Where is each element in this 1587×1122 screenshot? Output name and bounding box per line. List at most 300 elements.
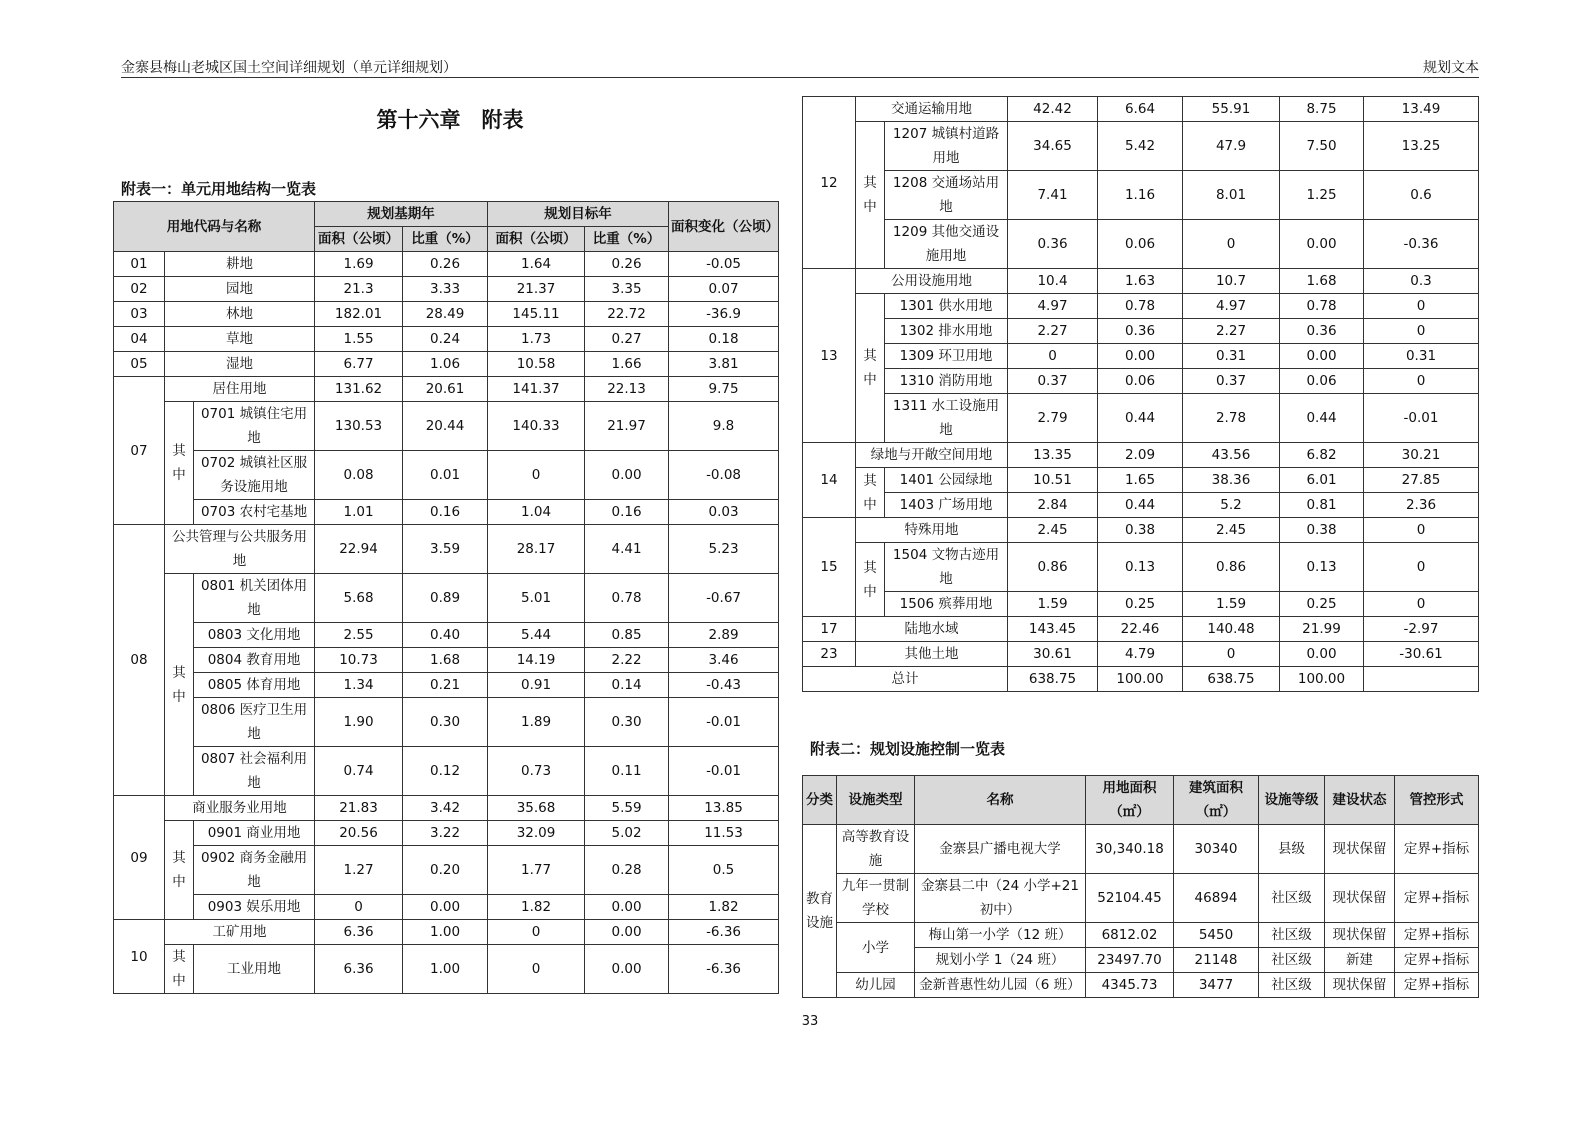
table-row [114,945,779,994]
cell: 47.9 [1183,122,1280,171]
table-row [803,825,1479,874]
land-name: 陆地水域 [856,617,1008,642]
table-row [114,698,779,747]
header-building-area: 建筑面积（㎡） [1174,776,1259,825]
cell: 5.02 [585,821,669,846]
land-name: 0804 教育用地 [194,648,315,673]
cell: 638.75 [1008,667,1098,692]
cell: 0.73 [488,747,585,796]
cell: 140.48 [1183,617,1280,642]
cell: 7.50 [1280,122,1364,171]
cell: 8.75 [1280,97,1364,122]
cell: 0.08 [315,451,403,500]
cell: 3.81 [669,352,779,377]
header-name: 名称 [915,776,1086,825]
cell: 11.53 [669,821,779,846]
cell: 1.63 [1098,269,1183,294]
cell: 46894 [1174,874,1259,923]
land-name: 1302 排水用地 [885,319,1008,344]
cell: 3.33 [403,277,488,302]
cell: 定界+指标 [1395,825,1479,874]
table-row [803,294,1479,319]
category-cell: 教育设施 [803,825,837,998]
cell: 1.00 [403,945,488,994]
table-row [114,500,779,525]
cell: 0.00 [1280,220,1364,269]
cell: 100.00 [1098,667,1183,692]
land-name: 0801 机关团体用地 [194,574,315,623]
total-label: 总计 [803,667,1008,692]
cell: 0.06 [1098,369,1183,394]
cell: 0 [1364,592,1479,617]
qizhong-label: 其中 [165,574,194,796]
cell: 0.00 [585,895,669,920]
table-row [803,468,1479,493]
table-row [114,673,779,698]
cell: 1.82 [669,895,779,920]
cell: 21.97 [585,402,669,451]
cell: 0.13 [1098,543,1183,592]
cell: 13.35 [1008,443,1098,468]
cell: 社区级 [1259,874,1325,923]
land-name: 公用设施用地 [856,269,1008,294]
cell: 县级 [1259,825,1325,874]
cell: 0.38 [1098,518,1183,543]
cell: 3.35 [585,277,669,302]
cell: -0.01 [669,698,779,747]
header-section-label: 规划文本 [1423,60,1479,76]
cell: 0.26 [585,252,669,277]
table-row [114,920,779,945]
cell: -30.61 [1364,642,1479,667]
cell: 0.00 [585,920,669,945]
cell: 0.30 [403,698,488,747]
cell: 141.37 [488,377,585,402]
cell: 社区级 [1259,923,1325,948]
cell: 1.69 [315,252,403,277]
cell: 0 [1183,642,1280,667]
cell: -0.36 [1364,220,1479,269]
cell: 1.00 [403,920,488,945]
table-row [114,352,779,377]
cell: -6.36 [669,945,779,994]
cell: 1.55 [315,327,403,352]
cell: 5.59 [585,796,669,821]
table-row [114,451,779,500]
cell: 3477 [1174,973,1259,998]
land-name: 绿地与开敞空间用地 [856,443,1008,468]
cell: 2.84 [1008,493,1098,518]
table-row [114,574,779,623]
cell [1364,667,1479,692]
table-row [114,277,779,302]
cell: 5.42 [1098,122,1183,171]
cell: 43.56 [1183,443,1280,468]
cell: 182.01 [315,302,403,327]
cell: 现状保留 [1325,923,1395,948]
cell: -0.08 [669,451,779,500]
cell: 0.36 [1098,319,1183,344]
land-name: 耕地 [165,252,315,277]
cell: 0 [488,451,585,500]
cell: 130.53 [315,402,403,451]
cell: 4.97 [1183,294,1280,319]
cell: 52104.45 [1086,874,1174,923]
cell: 2.89 [669,623,779,648]
cell: 5.2 [1183,493,1280,518]
cell: 1.66 [585,352,669,377]
cell: 10.7 [1183,269,1280,294]
table-row [114,895,779,920]
code: 05 [114,352,165,377]
table-row [803,874,1479,923]
land-name: 工业用地 [194,945,315,994]
facility-control-table [802,775,1479,998]
cell: 20.61 [403,377,488,402]
cell: 2.78 [1183,394,1280,443]
cell: 1.06 [403,352,488,377]
cell: 21.37 [488,277,585,302]
land-name: 0807 社会福利用地 [194,747,315,796]
cell: 2.36 [1364,493,1479,518]
header-construction-status: 建设状态 [1325,776,1395,825]
facility-type: 幼儿园 [837,973,915,998]
cell: 2.09 [1098,443,1183,468]
header-facility-type: 设施类型 [837,776,915,825]
cell: 4.79 [1098,642,1183,667]
cell: 21148 [1174,948,1259,973]
cell: 2.22 [585,648,669,673]
cell: 30340 [1174,825,1259,874]
cell: 0.00 [1098,344,1183,369]
table-row [803,171,1479,220]
cell: 22.46 [1098,617,1183,642]
cell: 1.90 [315,698,403,747]
cell: 0.16 [403,500,488,525]
land-name: 1504 文物古迹用地 [885,543,1008,592]
cell: 5450 [1174,923,1259,948]
cell: 0 [488,945,585,994]
cell: 0.28 [585,846,669,895]
cell: 3.42 [403,796,488,821]
cell: 0 [1364,294,1479,319]
cell: 0 [488,920,585,945]
table-row [114,327,779,352]
cell: 0.13 [1280,543,1364,592]
cell: -36.9 [669,302,779,327]
cell: 3.46 [669,648,779,673]
land-name: 0805 体育用地 [194,673,315,698]
table-row [803,642,1479,667]
header-area-change: 面积变化（公顷） [669,202,779,252]
cell: 22.94 [315,525,403,574]
cell: 0.81 [1280,493,1364,518]
qizhong-label: 其中 [856,122,885,269]
table-row [803,394,1479,443]
cell: 0.36 [1280,319,1364,344]
cell: 0.00 [1280,344,1364,369]
cell: 0.21 [403,673,488,698]
table-row [803,617,1479,642]
table-row [803,344,1479,369]
cell: 定界+指标 [1395,874,1479,923]
cell: 2.45 [1183,518,1280,543]
cell: 0.78 [1280,294,1364,319]
total-row [803,667,1479,692]
cell: 0.25 [1280,592,1364,617]
cell: 0.06 [1098,220,1183,269]
cell: 20.44 [403,402,488,451]
cell: 0.24 [403,327,488,352]
cell: 现状保留 [1325,874,1395,923]
land-name: 1207 城镇村道路用地 [885,122,1008,171]
cell: 20.56 [315,821,403,846]
land-name: 特殊用地 [856,518,1008,543]
cell: 0.38 [1280,518,1364,543]
header-category: 分类 [803,776,837,825]
facility-name: 金寨县广播电视大学 [915,825,1086,874]
cell: 21.3 [315,277,403,302]
cell: 6.77 [315,352,403,377]
cell: 4.97 [1008,294,1098,319]
table-row [114,821,779,846]
qizhong-label: 其中 [856,294,885,443]
cell: 0.07 [669,277,779,302]
cell: 2.27 [1008,319,1098,344]
table1-caption: 附表一：单元用地结构一览表 [121,180,317,198]
land-name: 1506 殡葬用地 [885,592,1008,617]
cell: 1.34 [315,673,403,698]
cell: 0.3 [1364,269,1479,294]
header-divider [121,77,1479,78]
cell: 0 [1183,220,1280,269]
cell: 3.59 [403,525,488,574]
cell: 0.85 [585,623,669,648]
cell: 0.00 [1280,642,1364,667]
cell: 1.25 [1280,171,1364,220]
land-name: 湿地 [165,352,315,377]
cell: 8.01 [1183,171,1280,220]
cell: 5.68 [315,574,403,623]
cell: 0.5 [669,846,779,895]
table-row [803,369,1479,394]
code: 08 [114,525,165,796]
cell: 6.64 [1098,97,1183,122]
cell: 6812.02 [1086,923,1174,948]
header-land-area: 用地面积（㎡） [1086,776,1174,825]
header-target-year: 规划目标年 [488,202,669,227]
cell: 0.89 [403,574,488,623]
cell: 4345.73 [1086,973,1174,998]
facility-name: 金新普惠性幼儿园（6 班） [915,973,1086,998]
cell: 14.19 [488,648,585,673]
chapter-title: 第十六章 附表 [376,108,524,132]
header-ratio: 比重（%） [585,227,669,252]
cell: 1.27 [315,846,403,895]
cell: 0 [1364,369,1479,394]
qizhong-label: 其中 [856,543,885,617]
cell: -0.67 [669,574,779,623]
cell: 30.21 [1364,443,1479,468]
cell: 7.41 [1008,171,1098,220]
cell: 6.36 [315,920,403,945]
cell: 新建 [1325,948,1395,973]
cell: 0 [1008,344,1098,369]
land-name: 0902 商务金融用地 [194,846,315,895]
cell: 0.18 [669,327,779,352]
cell: 0.20 [403,846,488,895]
land-name: 1209 其他交通设施用地 [885,220,1008,269]
facility-type: 小学 [837,923,915,973]
header-document-title: 金寨县梅山老城区国土空间详细规划（单元详细规划） [121,60,457,76]
cell: 现状保留 [1325,973,1395,998]
table-row [114,623,779,648]
qizhong-label: 其中 [165,945,194,994]
cell: 100.00 [1280,667,1364,692]
land-name: 工矿用地 [165,920,315,945]
table-row [114,377,779,402]
cell: 42.42 [1008,97,1098,122]
cell: 5.23 [669,525,779,574]
header-area: 面积（公顷） [315,227,403,252]
code: 12 [803,97,856,269]
table-row [803,543,1479,592]
code: 14 [803,443,856,518]
cell: 34.65 [1008,122,1098,171]
land-name: 商业服务业用地 [165,796,315,821]
table-row [803,97,1479,122]
land-name: 1301 供水用地 [885,294,1008,319]
code: 23 [803,642,856,667]
cell: 0.31 [1364,344,1479,369]
cell: 0.86 [1183,543,1280,592]
code: 03 [114,302,165,327]
table-row [803,319,1479,344]
cell: 定界+指标 [1395,948,1479,973]
land-name: 0702 城镇社区服务设施用地 [194,451,315,500]
cell: 0.37 [1008,369,1098,394]
qizhong-label: 其中 [165,402,194,525]
land-name: 公共管理与公共服务用地 [165,525,315,574]
code: 13 [803,269,856,443]
table-row [803,493,1479,518]
cell: 0 [315,895,403,920]
cell: 1.73 [488,327,585,352]
land-name: 居住用地 [165,377,315,402]
cell: 1.64 [488,252,585,277]
land-name: 1403 广场用地 [885,493,1008,518]
cell: 0.74 [315,747,403,796]
cell: 5.44 [488,623,585,648]
cell: 0.25 [1098,592,1183,617]
cell: 0.06 [1280,369,1364,394]
cell: 55.91 [1183,97,1280,122]
table-row [803,592,1479,617]
cell: 0.40 [403,623,488,648]
cell: 1.01 [315,500,403,525]
cell: 0.11 [585,747,669,796]
cell: 1.77 [488,846,585,895]
cell: 140.33 [488,402,585,451]
cell: -2.97 [1364,617,1479,642]
cell: 10.58 [488,352,585,377]
cell: 145.11 [488,302,585,327]
cell: 38.36 [1183,468,1280,493]
header-base-year: 规划基期年 [315,202,488,227]
cell: 0 [1364,543,1479,592]
cell: 1.65 [1098,468,1183,493]
cell: 131.62 [315,377,403,402]
facility-type: 九年一贯制学校 [837,874,915,923]
code: 01 [114,252,165,277]
cell: 1.16 [1098,171,1183,220]
cell: 0.01 [403,451,488,500]
cell: 6.01 [1280,468,1364,493]
cell: 1.68 [403,648,488,673]
land-name: 0701 城镇住宅用地 [194,402,315,451]
land-name: 1401 公园绿地 [885,468,1008,493]
cell: 23497.70 [1086,948,1174,973]
cell: 2.27 [1183,319,1280,344]
code: 02 [114,277,165,302]
facility-name: 梅山第一小学（12 班） [915,923,1086,948]
cell: 5.01 [488,574,585,623]
header-facility-level: 设施等级 [1259,776,1325,825]
cell: 1.89 [488,698,585,747]
cell: 0.44 [1098,394,1183,443]
cell: 0.86 [1008,543,1098,592]
facility-name: 规划小学 1（24 班） [915,948,1086,973]
cell: 1.68 [1280,269,1364,294]
table-row [803,269,1479,294]
cell: 0.44 [1098,493,1183,518]
land-name: 草地 [165,327,315,352]
cell: 0.6 [1364,171,1479,220]
table-row [114,796,779,821]
cell: -0.05 [669,252,779,277]
cell: 6.36 [315,945,403,994]
cell: 社区级 [1259,948,1325,973]
cell: 0.00 [403,895,488,920]
cell: 13.49 [1364,97,1479,122]
header-control-form: 管控形式 [1395,776,1479,825]
cell: 0.36 [1008,220,1098,269]
cell: 35.68 [488,796,585,821]
cell: 21.99 [1280,617,1364,642]
cell: -0.43 [669,673,779,698]
cell: 0.16 [585,500,669,525]
cell: 143.45 [1008,617,1098,642]
cell: 27.85 [1364,468,1479,493]
land-use-structure-table [113,201,779,994]
cell: 0.14 [585,673,669,698]
cell: -6.36 [669,920,779,945]
cell: 6.82 [1280,443,1364,468]
cell: 32.09 [488,821,585,846]
land-use-structure-table-continued [802,96,1479,692]
land-name: 1208 交通场站用地 [885,171,1008,220]
cell: 1.82 [488,895,585,920]
land-name: 林地 [165,302,315,327]
cell: 定界+指标 [1395,973,1479,998]
facility-type: 高等教育设施 [837,825,915,874]
cell: 21.83 [315,796,403,821]
cell: 2.79 [1008,394,1098,443]
cell: 0.91 [488,673,585,698]
page-number: 33 [801,1014,819,1029]
cell: 22.72 [585,302,669,327]
cell: 9.75 [669,377,779,402]
